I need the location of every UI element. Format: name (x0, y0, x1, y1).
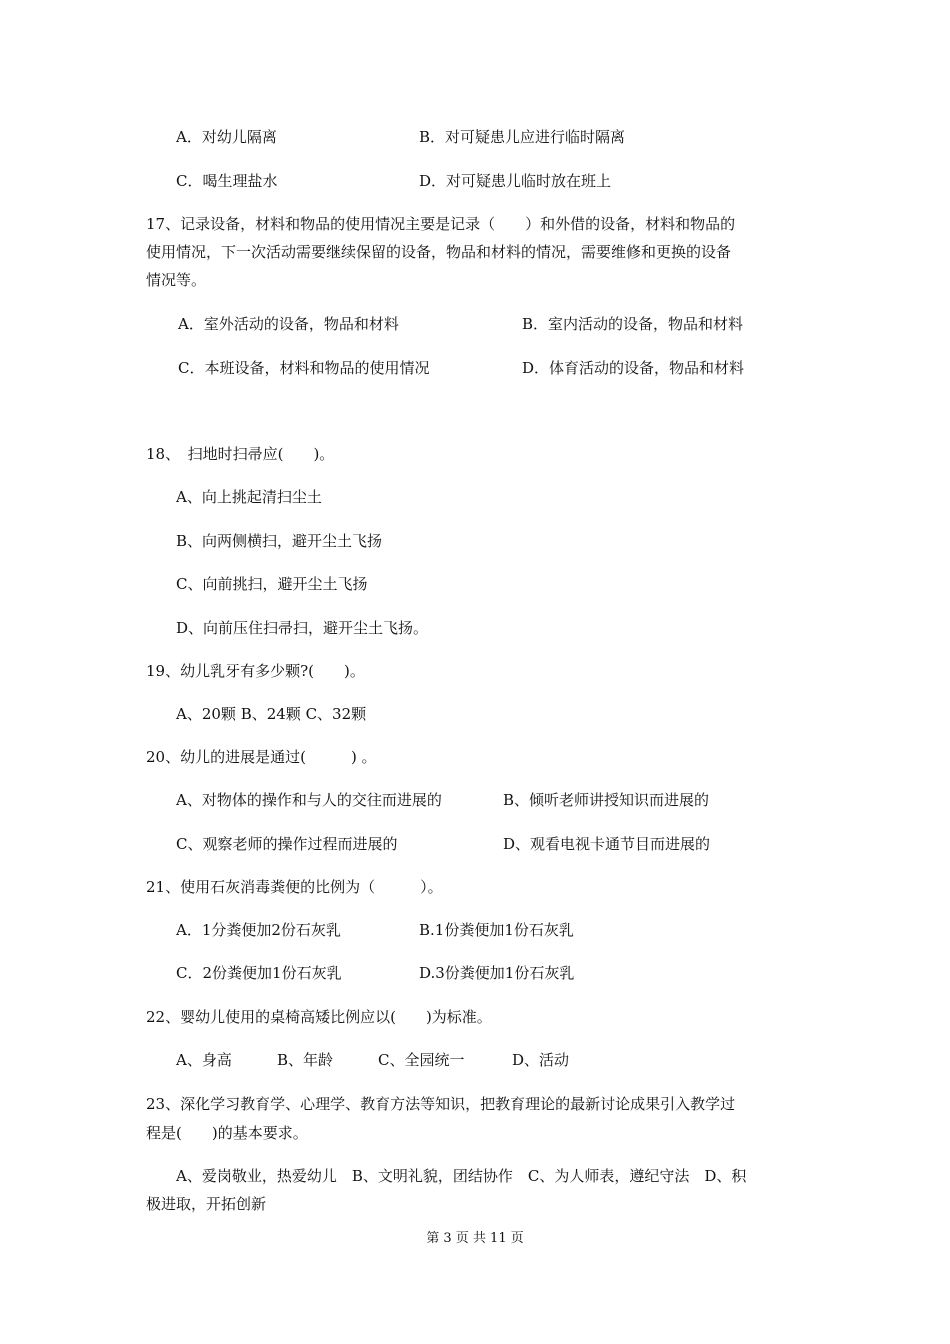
q17-stem-line1: 17、记录设备，材料和物品的使用情况主要是记录（ ）和外借的设备，材料和物品的 (146, 215, 736, 233)
q23-options-line2: 极进取，开拓创新 (146, 1195, 267, 1213)
q21-option-b: B.1份粪便加1份石灰乳 (419, 921, 574, 939)
q20-option-a: A、对物体的操作和与人的交往而进展的 (176, 791, 442, 809)
q22-option-c: C、全园统一 (378, 1051, 465, 1069)
q18-option-a: A、向上挑起清扫尘土 (176, 488, 322, 506)
q17-option-d: D．体育活动的设备，物品和材料 (522, 359, 745, 377)
q23-stem-line1: 23、深化学习教育学、心理学、教育方法等知识，把教育理论的最新讨论成果引入教学过 (146, 1095, 736, 1113)
q16-option-c: C．喝生理盐水 (176, 172, 278, 190)
q21-option-c: C．2份粪便加1份石灰乳 (176, 964, 342, 982)
q23-stem-line2: 程是( )的基本要求。 (146, 1124, 308, 1142)
page-footer: 第 3 页 共 11 页 (426, 1231, 524, 1246)
q17-stem-line3: 情况等。 (146, 271, 207, 289)
q18-option-d: D、向前压住扫帚扫，避开尘土飞扬。 (176, 619, 429, 637)
q20-option-b: B、倾听老师讲授知识而进展的 (503, 791, 710, 809)
q17-option-c: C．本班设备，材料和物品的使用情况 (178, 359, 430, 377)
q18-option-c: C、向前挑扫，避开尘土飞扬 (176, 575, 368, 593)
q17-stem-line2: 使用情况，下一次活动需要继续保留的设备，物品和材料的情况，需要维修和更换的设备 (146, 243, 732, 261)
q22-stem: 22、婴幼儿使用的桌椅高矮比例应以( )为标准。 (146, 1008, 492, 1026)
q17-option-a: A．室外活动的设备，物品和材料 (178, 315, 399, 333)
q20-option-c: C、观察老师的操作过程而进展的 (176, 835, 398, 853)
q20-stem: 20、幼儿的进展是通过( ) 。 (146, 748, 377, 766)
q18-stem: 18、 扫地时扫帚应( )。 (146, 445, 335, 463)
q20-option-d: D、观看电视卡通节目而进展的 (503, 835, 711, 853)
q21-option-a: A．1分粪便加2份石灰乳 (176, 921, 341, 939)
q16-option-b: B．对可疑患儿应进行临时隔离 (419, 128, 626, 146)
q21-option-d: D.3份粪便加1份石灰乳 (419, 964, 575, 982)
q17-option-b: B．室内活动的设备，物品和材料 (522, 315, 744, 333)
q23-options-line1: A、爱岗敬业，热爱幼儿 B、文明礼貌，团结协作 C、为人师表，遵纪守法 D、积 (176, 1167, 747, 1185)
q16-option-a: A．对幼儿隔离 (176, 128, 277, 146)
q18-option-b: B、向两侧横扫，避开尘土飞扬 (176, 532, 383, 550)
q19-options: A、20颗 B、24颗 C、32颗 (176, 705, 367, 723)
q16-option-d: D．对可疑患儿临时放在班上 (419, 172, 612, 190)
q22-option-b: B、年龄 (277, 1051, 334, 1069)
q22-option-d: D、活动 (512, 1051, 570, 1069)
q21-stem: 21、使用石灰消毒粪便的比例为（ ）。 (146, 878, 443, 896)
q19-stem: 19、幼儿乳牙有多少颗?( )。 (146, 662, 365, 680)
q22-option-a: A、身高 (176, 1051, 232, 1069)
